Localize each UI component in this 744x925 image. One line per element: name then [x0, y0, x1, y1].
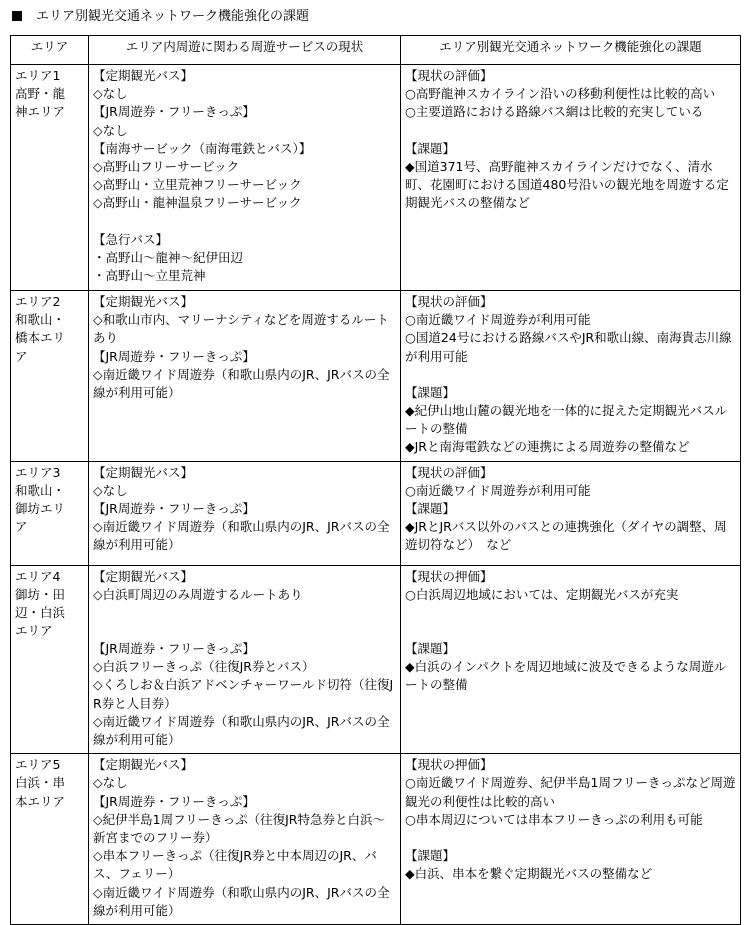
area-cell: [11, 461, 89, 565]
spacer: [405, 829, 736, 847]
service-line: ◇南近畿ワイド周遊券（和歌山県内のJR、JRバスの全線が利用可能）: [93, 366, 390, 401]
area-cell: [11, 565, 89, 754]
issue-line: ◆白浜、串本を繋ぐ定期観光バスの整備など: [405, 866, 653, 882]
spacer: [405, 366, 736, 384]
area-name: エリア2 和歌山・ 橋本エリ ア: [15, 294, 66, 364]
service-line: ・高野山～立里荒神: [93, 268, 206, 284]
issue-line: 【現状の押価】: [405, 568, 493, 584]
table-row: [11, 291, 741, 462]
service-line: ◇なし: [93, 775, 128, 791]
service-line: ◇高野山フリーサービック: [93, 159, 240, 175]
service-line: 【JR周遊券・フリーきっぷ】: [93, 348, 255, 364]
document-heading: [12, 8, 309, 26]
service-line: ◇南近畿ワイド周遊券（和歌山県内のJR、JRバスの全線が利用可能）: [93, 713, 390, 748]
services-cell: [89, 565, 401, 754]
service-line: ◇白浜フリーきっぷ（往復JR券とバス）: [93, 659, 315, 675]
area-cell: [11, 65, 89, 291]
header-services: エリア内周遊に関わる周遊サービスの現状: [89, 36, 401, 65]
service-line: ◇白浜町周辺のみ周遊するルートあり: [93, 586, 303, 602]
issue-line: ◆紀伊山地山麓の観光地を一体的に捉えた定期観光バスルートの整備: [405, 403, 728, 437]
issue-line: ○白浜周辺地域においては、定期観光バスが充実: [405, 586, 679, 602]
issue-line: ○串本周辺については串本フリーきっぷの利用も可能: [405, 811, 703, 827]
issue-line: ○高野龍神スカイライン沿いの移動利便性は比較的高い: [405, 86, 716, 102]
spacer: [93, 622, 396, 640]
service-line: ◇なし: [93, 122, 128, 138]
issue-line: ◆白浜のインパクトを周辺地域に波及できるような周遊ルートの整備: [405, 659, 727, 693]
issue-line: 【課題】: [405, 384, 456, 400]
area-cell: [11, 291, 89, 462]
area-name: エリア4 御坊・田 辺・白浜 エリア: [15, 568, 66, 639]
service-line: ◇和歌山市内、マリーナシティなどを周遊するルートあり: [93, 312, 389, 346]
issue-line: 【課題】: [405, 501, 456, 517]
issue-line: ○南近畿ワイド周遊券、紀伊半島1周フリーきっぷなど周遊観光の利便性は比較的高い: [405, 775, 736, 809]
service-line: ◇南近畿ワイド周遊券（和歌山県内のJR、JRバスの全線が利用可能）: [93, 884, 390, 918]
service-line: 【定期観光バス】: [93, 568, 194, 584]
header-issues: エリア別観光交通ネットワーク機能強化の課題: [401, 36, 741, 65]
service-line: 【急行バス】: [93, 231, 169, 247]
issue-line: ◆JRと南海電鉄などの連携による周遊券の整備など: [405, 439, 690, 455]
issue-line: 【現状の押価】: [405, 757, 493, 773]
service-line: 【定期観光バス】: [93, 757, 194, 773]
issue-line: 【現状の評価】: [405, 68, 493, 83]
issue-line: ○南近畿ワイド周遊券が利用可能: [405, 482, 591, 498]
header-row: [11, 36, 741, 65]
issues-cell: [401, 461, 741, 565]
service-line: ◇南近畿ワイド周遊券（和歌山県内のJR、JRバスの全線が利用可能）: [93, 519, 390, 553]
spacer: [405, 122, 736, 140]
services-cell: [89, 461, 401, 565]
service-line: ◇なし: [93, 86, 128, 102]
service-line: ◇串本フリーきっぷ（往復JR券と中本周辺のJR、バス、フェリー）: [93, 848, 377, 882]
area-name: エリア3 和歌山・ 御坊エリ ア: [15, 464, 66, 535]
area-name: エリア5 白浜・串 本エリア: [15, 757, 66, 809]
area-name: エリア1 高野・龍 神エリア: [15, 68, 66, 120]
issue-line: 【課題】: [405, 848, 456, 864]
issue-line: ◆国道371号、高野龍神スカイラインだけでなく、清水町、花園町における国道480号沿いの観光地を周遊する定期観光バスの整備など: [405, 158, 729, 211]
area-cell: [11, 754, 89, 925]
issues-cell: [401, 754, 741, 925]
service-line: 【JR周遊券・フリーきっぷ】: [93, 501, 255, 517]
table-row: [11, 65, 741, 291]
issue-line: 【課題】: [405, 641, 456, 657]
service-line: ◇なし: [93, 482, 128, 498]
services-cell: [89, 65, 401, 291]
document-title: エリア別観光交通ネットワーク機能強化の課題: [36, 9, 310, 24]
issues-cell: [401, 65, 741, 291]
service-line: ◇高野山・龍神温泉フリーサービック: [93, 195, 302, 211]
service-line: 【定期観光バス】: [93, 68, 194, 83]
spacer: [405, 622, 736, 640]
service-line: 【JR周遊券・フリーきっぷ】: [93, 104, 255, 120]
service-line: ・高野山～龍神～紀伊田辺: [93, 249, 244, 265]
spacer: [93, 213, 396, 231]
service-line: ◇くろしお＆白浜アドベンチャーワールド切符（往復JR券と人目券）: [93, 677, 394, 711]
services-cell: [89, 291, 401, 462]
issue-line: ◆JRとJRバス以外のバスとの連携強化（ダイヤの調整、周遊切符など） など: [405, 519, 727, 553]
issues-table: [10, 35, 741, 925]
service-line: 【JR周遊券・フリーきっぷ】: [93, 793, 255, 809]
header-area: エリア: [11, 36, 89, 65]
service-line: 【定期観光バス】: [93, 294, 194, 309]
table-row: [11, 461, 741, 565]
issue-line: 【課題】: [405, 140, 456, 156]
service-line: 【南海サービック（南海電鉄とバス）】: [93, 140, 312, 156]
square-bullet-icon: [12, 11, 22, 21]
service-line: 【定期観光バス】: [93, 464, 194, 480]
services-cell: [89, 754, 401, 925]
issue-line: 【現状の評価】: [405, 294, 493, 309]
issues-cell: [401, 565, 741, 754]
service-line: ◇紀伊半島1周フリーきっぷ（往復JR特急券と白浜～新宮までのフリー券）: [93, 811, 385, 846]
spacer: [93, 604, 396, 622]
table-row: [11, 754, 741, 925]
spacer: [405, 604, 736, 622]
table-row: [11, 565, 741, 754]
issue-line: ○国道24号における路線バスやJR和歌山線、南海貴志川線が利用可能: [405, 330, 732, 364]
service-line: ◇高野山・立里荒神フリーサービック: [93, 177, 302, 193]
issue-line: ○主要道路における路線バス網は比較的充実している: [405, 104, 704, 120]
service-line: 【JR周遊券・フリーきっぷ】: [93, 641, 255, 657]
issues-cell: [401, 291, 741, 462]
issue-line: ○南近畿ワイド周遊券が利用可能: [405, 312, 591, 328]
issue-line: 【現状の評価】: [405, 464, 493, 480]
